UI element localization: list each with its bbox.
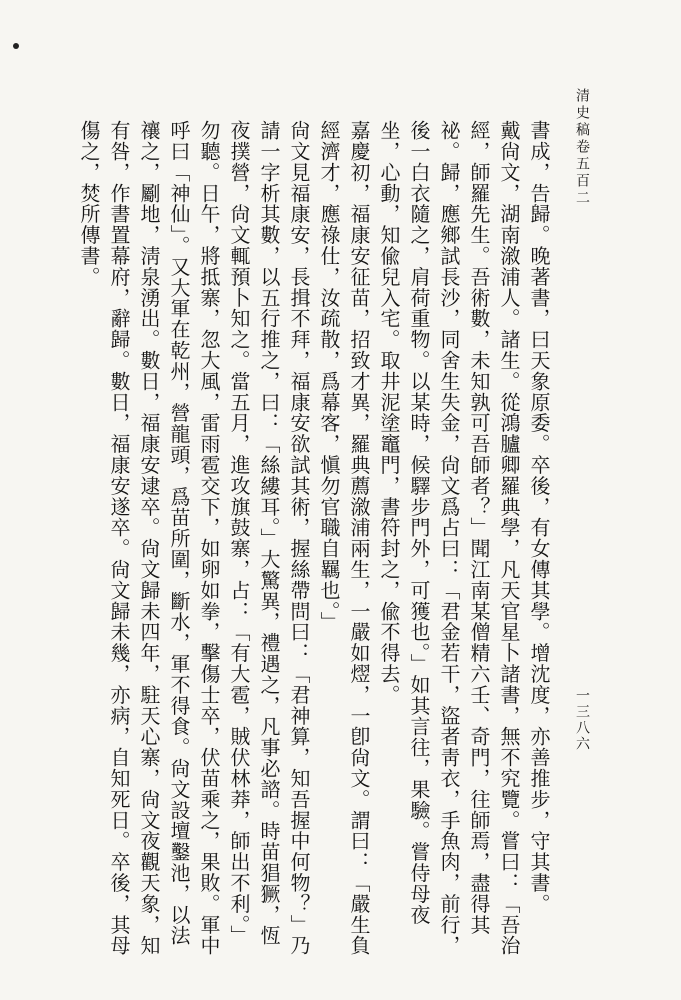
paragraph-2: 戴尙文，湖南漵浦人。諸生。從鴻臚卿羅典學，凡天官星卜諸書，無不究覽。嘗曰：「吾治經，師羅先生。吾術數，未知孰可吾師者？」聞江南某僧精六壬、奇門，往師焉，盡得其祕。歸，應鄉試長沙，同舍生失金，尙文爲占曰：「君金若干，盜者靑衣，手魚肉，前行，後一白衣隨之，肩荷重物。以某時，候驛步門外，可獲也。」如其言往，果驗。嘗侍母夜坐，心動，知偸兒入宅。取井泥塗竈門，書符封之，偸不得去。 — [377, 120, 521, 956]
paragraph-4: 尙文見福康安，長揖不拜，福康安欲試其術，握絲帶問曰：「君神算，知吾握中何物？」乃請一字析其數，以五行推之，曰：「絲縷耳。」大驚異，禮遇之，凡事必諮。時苗猖獗，恆夜撲營，尙文輒預卜知之。當五月，進攻旗鼓寨，占：「有大雹，賊伏林莽，師出不利。」勿聽。日午，將抵寨，忽大風，雷雨雹交下，如卵如拳，擊傷士卒，伏苗乘之，果敗。軍中呼曰「神仙」。又大軍在乾州，營龍頭，爲苗所圍，斷水，軍不得食。尙文設壇鑿池，以法禳之，劚地，淸泉湧出。數日，福康安逮卒。尙文歸未四年，駐天心寨，尙文夜觀天象，知有咎，作書置幕府，辭歸。數日，福康安遂卒。尙文歸未幾，亦病，自知死日。卒後，其母傷之，焚所傳書。 — [77, 120, 311, 956]
body-text — [77, 120, 554, 960]
page-number: 一三八六 — [574, 688, 590, 752]
running-title: 清史稿卷五百二 — [574, 88, 590, 207]
ink-spot — [13, 43, 19, 49]
paragraph-1: 書成，告歸。晚著書，曰天象原委。卒後，有女傳其學。增沈度，亦善推步，守其書。 — [527, 120, 551, 915]
paragraph-3: 嘉慶初，福康安征苗，招致才異，羅典薦漵浦兩生，一嚴如熤，一卽尙文。謂曰：「嚴生負經濟才，應祿仕，汝疏散，爲幕客，愼勿官職自羈也。」 — [317, 120, 371, 956]
